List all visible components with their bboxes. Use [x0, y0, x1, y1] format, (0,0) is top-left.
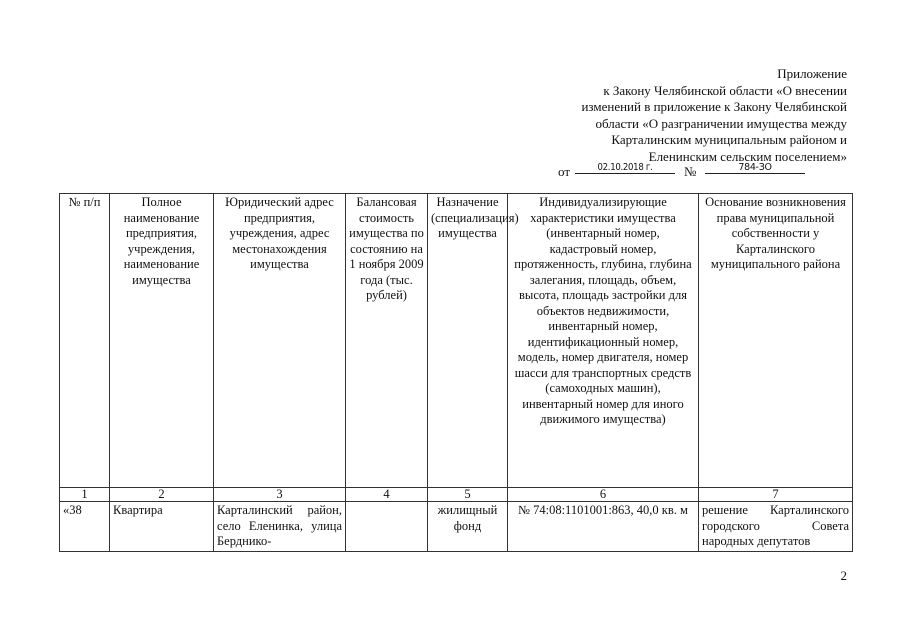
header-line: Еленинским сельским поселением»	[648, 148, 847, 164]
column-number: 7	[699, 488, 853, 502]
law-date-number	[517, 164, 847, 180]
header-line: к Закону Челябинской области «О внесении	[603, 82, 847, 98]
column-header-name: Полное наименование предприятия, учреждения, наименование имущества	[110, 194, 214, 488]
ownership-basis: решение Карталинского городского Совета народных депутатов	[699, 502, 853, 552]
column-header-address: Юридический адрес предприятия, учреждения, адрес местонахождения имущества	[214, 194, 346, 488]
ot-label: от	[558, 164, 571, 179]
column-number: 3	[214, 488, 346, 502]
table-header-row	[60, 194, 853, 488]
column-header-basis: Основание возникновения права муниципальной собственности у Карталинского муниципального района	[699, 194, 853, 488]
column-number: 6	[508, 488, 699, 502]
column-header-purpose: Назначение (специализация) имущества	[428, 194, 508, 488]
property-address: Карталинский район, село Еленинка, улица Берднико-	[214, 502, 346, 552]
property-table	[59, 193, 853, 552]
column-number: 2	[110, 488, 214, 502]
property-characteristics: № 74:08:1101001:863, 40,0 кв. м	[508, 502, 699, 552]
column-header-characteristics: Индивидуализирующие характеристики имущества (инвентарный номер, кадастровый номер, протяженность, глубина, глубина залегания, площадь, объем, высота, площадь застройки для объектов недвижимости, инвентарный номер, идентификационный номер, модель, номер двигателя, номер шасси для транспортных средств (самоходных машин), инвентарный номер для иного движимого имущества)	[508, 194, 699, 488]
balance-value	[346, 502, 428, 552]
law-date: 02.10.2018 г.	[575, 162, 675, 174]
column-number: 1	[60, 488, 110, 502]
header-line: изменений в приложение к Закону Челябинской	[581, 99, 847, 114]
column-number: 5	[428, 488, 508, 502]
property-purpose: жилищный фонд	[428, 502, 508, 552]
column-number: 4	[346, 488, 428, 502]
number-label: №	[684, 164, 697, 179]
property-name: Квартира	[110, 502, 214, 552]
table-row	[60, 502, 853, 552]
law-number: 784-ЗО	[705, 162, 805, 174]
column-header-value: Балансовая стоимость имущества по состоянию на 1 ноября 2009 года (тыс. рублей)	[346, 194, 428, 488]
row-number: «38	[60, 502, 110, 552]
column-number-row	[60, 488, 853, 502]
header-line: области «О разграничении имущества между	[595, 115, 847, 131]
document-header	[517, 66, 847, 165]
page-number: 2	[840, 568, 847, 583]
header-line: Приложение	[777, 66, 847, 81]
header-line: Карталинским муниципальным районом и	[611, 132, 847, 147]
column-header-number: № п/п	[60, 194, 110, 488]
